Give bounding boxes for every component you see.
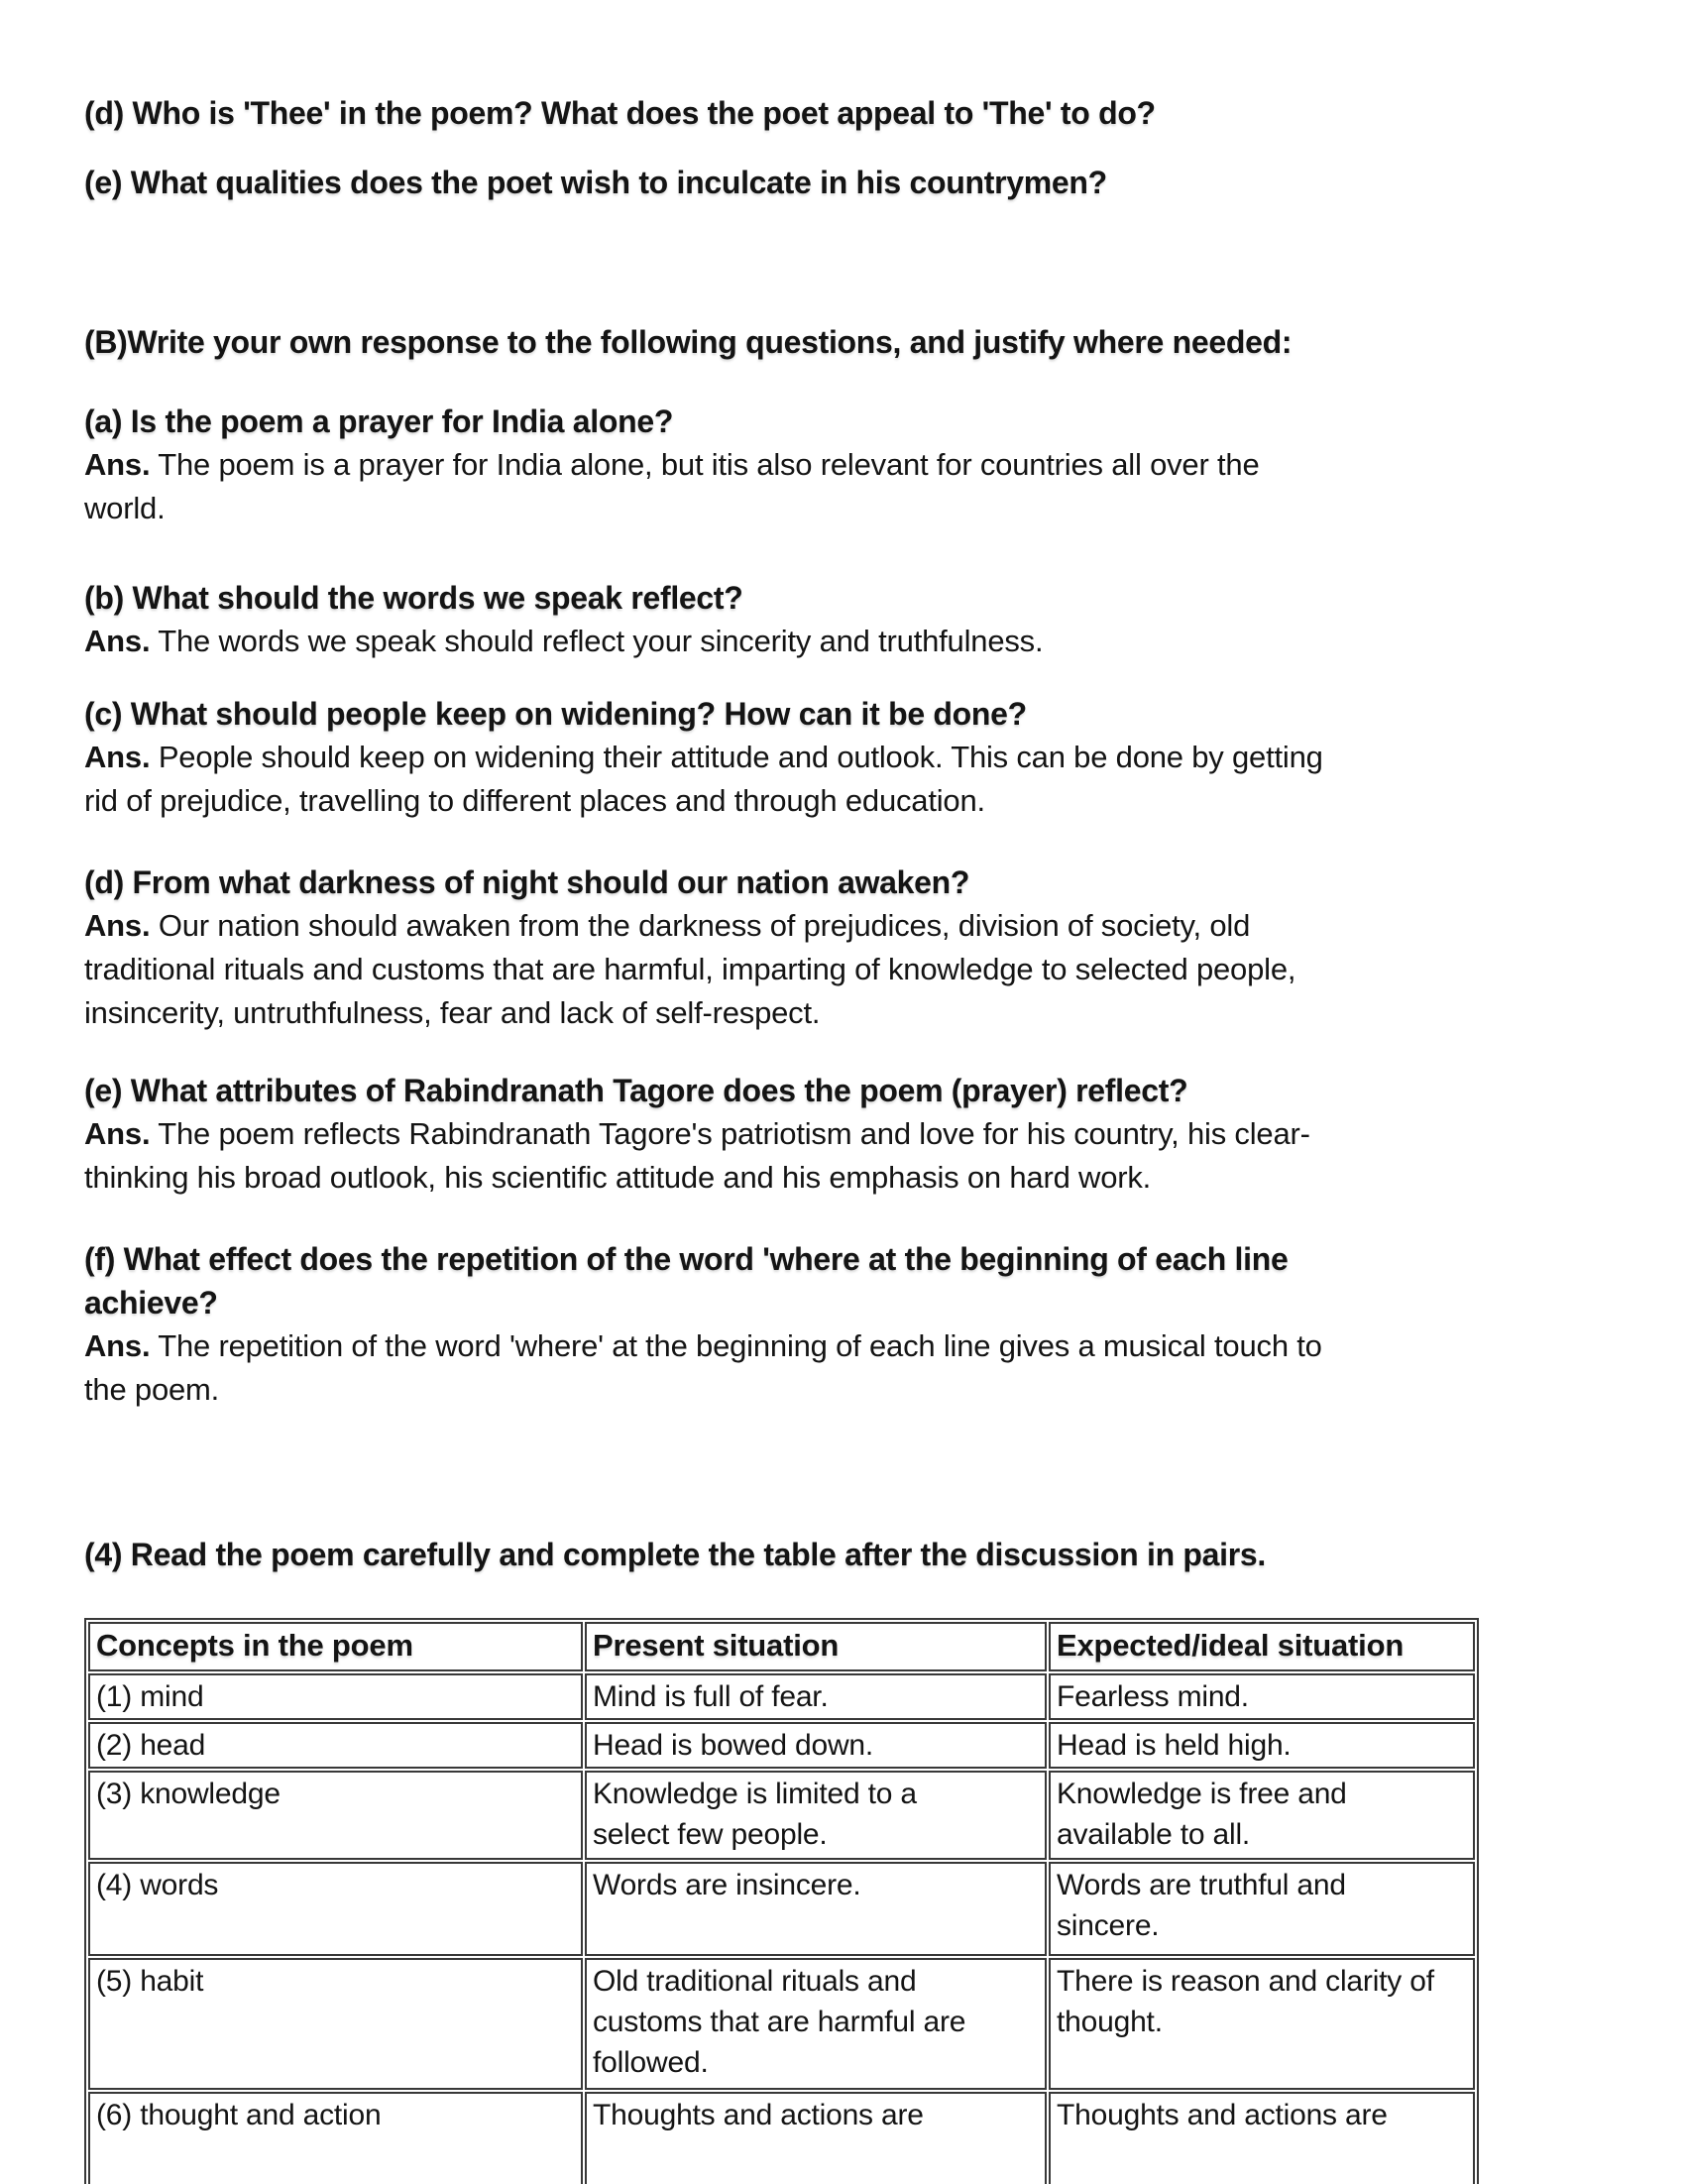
cell-present: Head is bowed down. xyxy=(585,1722,1047,1769)
qa-c-answer xyxy=(84,736,1599,823)
table-row-habit xyxy=(88,1958,1475,2090)
cell-concept: (6) thought and action xyxy=(88,2092,583,2184)
answer-text: The poem is a prayer for India alone, but itis also relevant for countries all over the world. xyxy=(84,447,1260,525)
poem-concepts-table xyxy=(84,1618,1479,2184)
answer-text: The repetition of the word 'where' at the beginning of each line gives a musical touch to the poem. xyxy=(84,1328,1322,1407)
answer-text: The words we speak should reflect your sincerity and truthfulness. xyxy=(158,624,1044,658)
answer-text: Our nation should awaken from the darkness of prejudices, division of society, old traditional rituals and customs that are harmful, imparting of knowledge to selected people, insincerity, untruthfulness, fear and lack of self-respect. xyxy=(84,908,1296,1030)
cell-concept: (1) mind xyxy=(88,1673,583,1720)
header-cell-expected: Expected/ideal situation xyxy=(1049,1622,1475,1671)
table-row-words xyxy=(88,1862,1475,1956)
qa-b-question: (b) What should the words we speak reflect? xyxy=(84,580,743,616)
question-e-top: (e) What qualities does the poet wish to inculcate in his countrymen? xyxy=(84,165,1107,200)
cell-concept: (2) head xyxy=(88,1722,583,1769)
answer-label: Ans. xyxy=(84,624,151,658)
qa-e-answer xyxy=(84,1112,1599,1200)
cell-expected: Head is held high. xyxy=(1049,1722,1475,1769)
qa-b-answer xyxy=(84,620,1599,663)
cell-concept: (4) words xyxy=(88,1862,583,1956)
cell-expected: Thoughts and actions are xyxy=(1049,2092,1475,2184)
qa-f-question: (f) What effect does the repetition of the word 'where at the beginning of each line achieve? xyxy=(84,1241,1289,1321)
table-row-mind xyxy=(88,1673,1475,1720)
cell-present: Words are insincere. xyxy=(585,1862,1047,1956)
qa-d-answer xyxy=(84,904,1599,1035)
section-b-heading: (B)Write your own response to the following questions, and justify where needed: xyxy=(84,324,1293,360)
cell-concept: (3) knowledge xyxy=(88,1771,583,1860)
table-header-row xyxy=(88,1622,1475,1671)
cell-present: Old traditional rituals and customs that are harmful are followed. xyxy=(585,1958,1047,2090)
qa-a-answer xyxy=(84,443,1599,530)
cell-expected: Fearless mind. xyxy=(1049,1673,1475,1720)
qa-c-question: (c) What should people keep on widening? How can it be done? xyxy=(84,696,1027,732)
header-cell-concepts: Concepts in the poem xyxy=(88,1622,583,1671)
answer-label: Ans. xyxy=(84,740,151,774)
cell-expected: There is reason and clarity of thought. xyxy=(1049,1958,1475,2090)
section-4-heading: (4) Read the poem carefully and complete the table after the discussion in pairs. xyxy=(84,1537,1266,1572)
cell-concept: (5) habit xyxy=(88,1958,583,2090)
qa-a-question: (a) Is the poem a prayer for India alone? xyxy=(84,403,674,439)
cell-present: Mind is full of fear. xyxy=(585,1673,1047,1720)
qa-e-question: (e) What attributes of Rabindranath Tagore does the poem (prayer) reflect? xyxy=(84,1073,1188,1108)
answer-label: Ans. xyxy=(84,1116,151,1151)
header-cell-present: Present situation xyxy=(585,1622,1047,1671)
table-row-head xyxy=(88,1722,1475,1769)
answer-label: Ans. xyxy=(84,447,151,482)
qa-d-question: (d) From what darkness of night should our nation awaken? xyxy=(84,864,970,900)
answer-text: The poem reflects Rabindranath Tagore's patriotism and love for his country, his clear- thinking his broad outlook, his scientific attitude and his emphasis on hard work. xyxy=(84,1116,1310,1195)
cell-present: Thoughts and actions are xyxy=(585,2092,1047,2184)
table-row-thought-action xyxy=(88,2092,1475,2184)
table-row-knowledge xyxy=(88,1771,1475,1860)
cell-expected: Knowledge is free and available to all. xyxy=(1049,1771,1475,1860)
answer-label: Ans. xyxy=(84,1328,151,1363)
question-d-top: (d) Who is 'Thee' in the poem? What does the poet appeal to 'The' to do? xyxy=(84,95,1156,131)
answer-text: People should keep on widening their attitude and outlook. This can be done by getting rid of prejudice, travelling to different places and through education. xyxy=(84,740,1323,818)
cell-present: Knowledge is limited to a select few people. xyxy=(585,1771,1047,1860)
qa-f-answer xyxy=(84,1324,1599,1412)
cell-expected: Words are truthful and sincere. xyxy=(1049,1862,1475,1956)
answer-label: Ans. xyxy=(84,908,151,943)
